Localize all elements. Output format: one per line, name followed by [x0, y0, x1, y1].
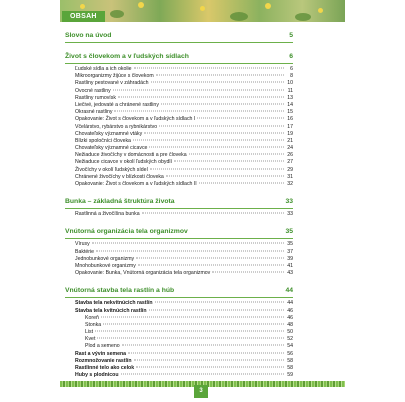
toc-entry[interactable] [75, 138, 293, 145]
entry-title: Opakovanie: Život s človekom a v ľudských sídlach I [75, 116, 196, 123]
dot-leader [103, 323, 284, 324]
entry-title: Rastliny pestované v záhradách [75, 80, 149, 87]
entry-title: Chránené živočíchy v blízkosti človeka [75, 173, 164, 180]
toc-entry[interactable] [75, 256, 293, 263]
entry-page-number: 10 [287, 80, 293, 87]
entry-page-number: 13 [287, 94, 293, 101]
toc-entry[interactable] [75, 145, 293, 152]
dot-leader [121, 374, 284, 375]
entry-page-number: 31 [287, 173, 293, 180]
leaf-decoration [110, 10, 124, 18]
entry-page-number: 39 [287, 255, 293, 262]
entry-title: Blízki spoločníci človeka [75, 137, 131, 144]
table-of-contents [65, 30, 293, 379]
entry-page-number: 32 [287, 181, 293, 187]
entry-page-number: 24 [287, 145, 293, 152]
toc-entry[interactable] [75, 263, 293, 270]
toc-entry[interactable] [75, 308, 293, 315]
entry-page-number: 50 [287, 329, 293, 336]
toc-entry[interactable] [75, 343, 293, 350]
flower-decoration [318, 8, 323, 13]
dot-leader [189, 154, 284, 155]
section-page-number: 33 [285, 198, 293, 206]
entry-title: Stavba tela nekvitnúcich rastlín [75, 300, 153, 307]
toc-entry[interactable] [75, 80, 293, 87]
dot-leader [133, 139, 284, 140]
toc-entry[interactable] [75, 372, 293, 379]
toc-entry[interactable] [75, 181, 293, 188]
dot-leader [96, 250, 284, 251]
entry-title: Plod a semeno [85, 343, 120, 350]
entry-page-number: 11 [287, 87, 293, 94]
entry-title: Liečivé, jedovaté a chránené rastliny [75, 101, 159, 108]
toc-entry[interactable] [75, 315, 293, 322]
section-title: Slovo na úvod [65, 32, 112, 39]
entry-page-number: 8 [290, 73, 293, 80]
dot-leader [128, 352, 284, 353]
entry-title: Opakovanie: Život s človekom a v ľudských sídlach II [75, 181, 197, 187]
toc-entry[interactable] [75, 336, 293, 343]
entry-title: Mnohobunkové organizmy [75, 262, 136, 269]
dot-leader [197, 118, 284, 119]
leaf-decoration [230, 12, 248, 21]
toc-entry[interactable] [75, 95, 293, 102]
toc-entry[interactable] [75, 116, 293, 123]
section-page-number: 35 [285, 228, 293, 236]
section-title: Vnútorná stavba tela rastlín a húb [65, 287, 175, 295]
leaf-decoration [295, 13, 311, 21]
entry-page-number: 15 [287, 109, 293, 116]
entry-title: Kvet [85, 336, 96, 343]
dot-leader [144, 132, 284, 133]
entry-title: Mikroorganizmy žijúce s človekom [75, 73, 154, 80]
dot-leader [118, 96, 284, 97]
toc-item-list [65, 66, 293, 188]
toc-entry[interactable] [75, 159, 293, 166]
dot-leader [149, 309, 285, 310]
toc-item-list [65, 241, 293, 277]
entry-page-number: 16 [287, 116, 293, 123]
dot-leader [136, 367, 284, 368]
dot-leader [122, 345, 284, 346]
toc-entry[interactable] [75, 322, 293, 329]
entry-page-number: 56 [287, 350, 293, 357]
entry-page-number: 46 [287, 307, 293, 314]
dot-leader [212, 272, 284, 273]
section-title: Život s človekom a v ľudských sídlach [65, 53, 189, 60]
toc-entry[interactable] [75, 73, 293, 80]
dot-leader [95, 331, 284, 332]
entry-page-number: 21 [287, 137, 293, 144]
toc-entry[interactable] [75, 167, 293, 174]
toc-item-list [65, 211, 293, 218]
entry-page-number: 19 [287, 130, 293, 137]
toc-entry[interactable] [75, 88, 293, 95]
entry-page-number: 41 [287, 262, 293, 269]
entry-page-number: 27 [287, 159, 293, 166]
toc-section [65, 51, 293, 188]
entry-page-number: 37 [287, 248, 293, 255]
toc-entry[interactable] [75, 152, 293, 159]
toc-section [65, 30, 293, 43]
toc-section-heading[interactable] [65, 30, 293, 43]
dot-leader [166, 175, 284, 176]
toc-entry[interactable] [75, 329, 293, 336]
dot-leader [174, 161, 284, 162]
entry-title: Rast a vývin semena [75, 350, 127, 357]
flower-decoration [265, 3, 271, 9]
section-page-number: 44 [285, 287, 293, 295]
entry-title: Stonka [85, 321, 102, 328]
toc-entry[interactable] [75, 211, 293, 218]
entry-page-number: 58 [287, 357, 293, 364]
dot-leader [113, 89, 284, 90]
entry-page-number: 33 [287, 211, 293, 218]
entry-page-number: 43 [287, 270, 293, 277]
entry-title: Rastlinné telo ako celok [75, 365, 135, 371]
entry-page-number: 59 [287, 372, 293, 379]
dot-leader [155, 302, 284, 303]
entry-page-number: 46 [287, 314, 293, 321]
entry-page-number: 14 [287, 101, 293, 108]
entry-title: Koreň [85, 314, 99, 321]
toc-section [65, 285, 293, 379]
section-title: Vnútorná organizácia tela organizmov [65, 228, 188, 236]
entry-title: Baktérie [75, 248, 95, 255]
toc-section-heading[interactable] [65, 285, 293, 298]
toc-section [65, 196, 293, 218]
entry-page-number: 44 [287, 300, 293, 307]
dot-leader [114, 111, 284, 112]
section-title: Bunka – základná štruktúra života [65, 198, 175, 206]
entry-page-number: 54 [287, 343, 293, 350]
page-number: 3 [194, 385, 208, 398]
entry-title: Stavba tela kvitnúcich rastlín [75, 307, 147, 314]
toc-entry[interactable] [75, 241, 293, 248]
entry-page-number: 58 [287, 365, 293, 371]
flower-decoration [138, 2, 144, 8]
entry-title: Rozmnožovanie rastlín [75, 357, 132, 364]
entry-title: Jednobunkové organizmy [75, 255, 135, 262]
dot-leader [149, 147, 284, 148]
toc-section-heading[interactable] [65, 196, 293, 209]
entry-title: List [85, 329, 94, 336]
toc-entry[interactable] [75, 300, 293, 307]
entry-page-number: 26 [287, 152, 293, 159]
toc-section [65, 226, 293, 277]
dot-leader [92, 243, 284, 244]
toc-entry[interactable] [75, 66, 293, 73]
toc-item-list [65, 300, 293, 379]
entry-title: Chovateľsky významné vtáky [75, 130, 143, 137]
entry-title: Opakovanie: Bunka, Vnútorná organizácia tela organizmov [75, 270, 211, 277]
dot-leader [134, 359, 285, 360]
entry-page-number: 48 [287, 321, 293, 328]
toc-section-heading[interactable] [65, 226, 293, 239]
toc-entry[interactable] [75, 102, 293, 109]
entry-title: Nežiaduce cicavce v okolí ľudských obydlí [75, 159, 172, 166]
toc-entry[interactable] [75, 249, 293, 256]
entry-page-number: 17 [287, 123, 293, 130]
section-page-number: 6 [289, 53, 293, 60]
flower-decoration [80, 4, 85, 9]
dot-leader [136, 257, 284, 258]
entry-title: Vírusy [75, 241, 90, 248]
dot-leader [101, 316, 284, 317]
toc-section-heading[interactable] [65, 51, 293, 64]
entry-title: Rastlinná a živočíšna bunka [75, 211, 140, 218]
toc-entry[interactable] [75, 365, 293, 372]
entry-page-number: 6 [290, 66, 293, 72]
section-page-number: 5 [289, 32, 293, 39]
entry-title: Chovateľsky významné cicavce [75, 145, 148, 152]
entry-title: Nežiaduce živočíchy v domácnosti a pre človeka [75, 152, 187, 159]
entry-title: Huby s plodnicou [75, 372, 119, 379]
toc-entry[interactable] [75, 358, 293, 365]
flower-decoration [200, 6, 205, 11]
entry-page-number: 52 [287, 336, 293, 343]
entry-page-number: 29 [287, 166, 293, 173]
toc-entry[interactable] [75, 124, 293, 131]
toc-entry[interactable] [75, 270, 293, 277]
toc-entry[interactable] [75, 131, 293, 138]
dot-leader [138, 264, 284, 265]
entry-title: Ľudské sídla a ich okolie [75, 66, 132, 72]
dot-leader [134, 68, 284, 69]
dot-leader [156, 75, 284, 76]
entry-title: Rastliny rumovísk [75, 94, 116, 101]
entry-title: Ovocné rastliny [75, 87, 111, 94]
dot-leader [150, 168, 284, 169]
dot-leader [142, 213, 284, 214]
section-label-obsah: OBSAH [62, 11, 105, 22]
entry-title: Živočíchy v okolí ľudských sídel [75, 166, 148, 173]
entry-title: Včelárstvo, rybárstvo a rybnikárstvo [75, 123, 158, 130]
entry-title: Okrasné rastliny [75, 109, 113, 116]
toc-entry[interactable] [75, 174, 293, 181]
dot-leader [151, 82, 284, 83]
toc-entry[interactable] [75, 351, 293, 358]
dot-leader [161, 103, 284, 104]
dot-leader [97, 338, 284, 339]
entry-page-number: 35 [287, 241, 293, 248]
dot-leader [199, 183, 284, 184]
dot-leader [159, 125, 284, 126]
